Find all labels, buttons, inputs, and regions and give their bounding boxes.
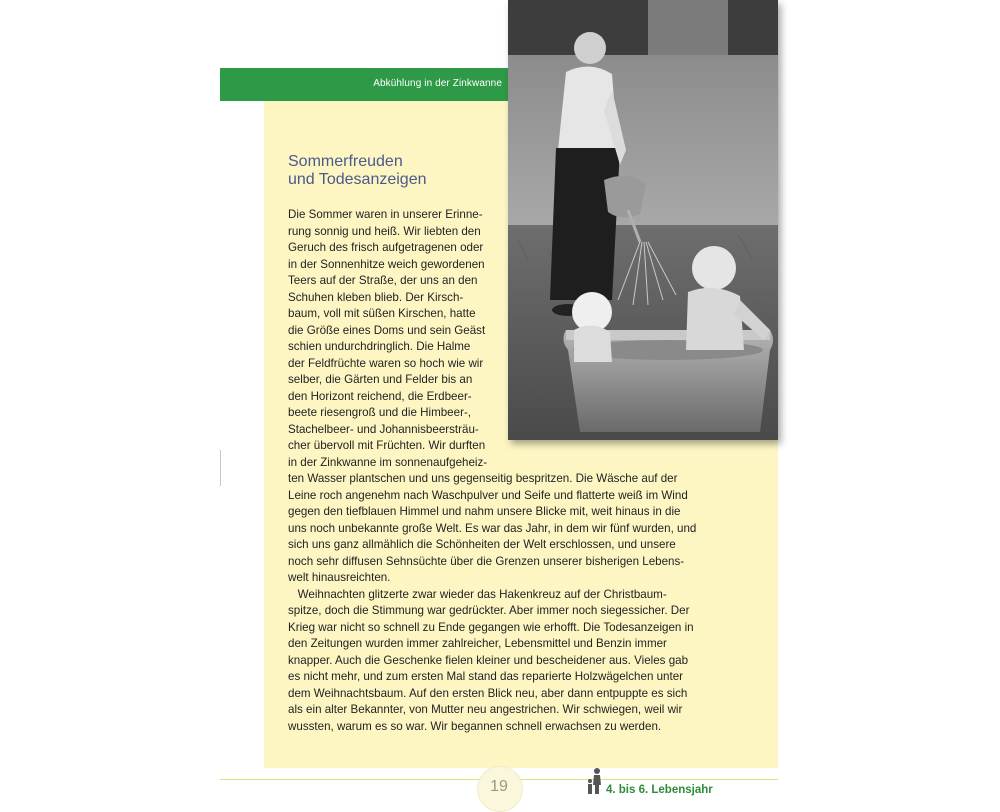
- text-line: gegen den tiefblauen Himmel und nahm unsere Blicke mit, weit hinaus in die: [288, 505, 681, 518]
- section-header-title: Abkühlung in der Zinkwanne: [373, 78, 502, 89]
- text-line: es nicht mehr, und zum ersten Mal stand das reparierte Holzwägelchen unter: [288, 670, 684, 683]
- text-line: beete riesengroß und die Himbeer-,: [288, 406, 472, 419]
- text-line: Schuhen kleben blieb. Der Kirsch-: [288, 290, 464, 304]
- text-line: noch sehr diffusen Sehnsüchte über die Grenzen unserer bisherigen Lebens-: [288, 554, 685, 568]
- chapter-label: 4. bis 6. Lebensjahr: [606, 784, 713, 796]
- text-line: dem Weihnachtsbaum. Auf den ersten Blick neu, aber dann entpuppte es sich: [288, 686, 688, 700]
- article-body-column: [288, 207, 718, 471]
- text-line: die Größe eines Doms und sein Geäst: [288, 323, 486, 337]
- section-header-band: [220, 68, 510, 101]
- article-body-full: [288, 471, 718, 735]
- text-line: cher übervoll mit Früchten. Wir durften: [288, 439, 486, 452]
- text-line: der Feldfrüchte waren so hoch wie wir: [288, 356, 484, 370]
- family-icon: [586, 767, 606, 795]
- text-line: Geruch des frisch aufgetragenen oder: [288, 241, 484, 254]
- text-line: wussten, warum es so war. Wir begannen schnell erwachsen zu werden.: [288, 719, 662, 733]
- text-line: in der Sonnenhitze weich gewordenen: [288, 257, 485, 271]
- text-line: Die Sommer waren in unserer Erinne-: [288, 208, 483, 221]
- article-title: [288, 153, 508, 189]
- text-line: als ein alter Bekannter, von Mutter neu angestrichen. Wir schwiegen, weil wir: [288, 703, 683, 716]
- text-line: spitze, doch die Stimmung war gedrückter. Aber immer noch siegessicher. Der: [288, 604, 690, 617]
- text-line: selber, die Gärten und Felder bis an: [288, 373, 473, 386]
- text-line: den Zeitungen wurden immer zahlreicher, Lebensmittel und Benzin immer: [288, 637, 667, 650]
- text-line: knapper. Auch die Geschenke fielen kleiner und bescheidener aus. Vieles gab: [288, 653, 689, 667]
- title-line: und Todesanzeigen: [288, 171, 427, 188]
- text-line: Krieg war nicht so schnell zu Ende gegangen wie erhofft. Die Todesanzeigen in: [288, 620, 694, 634]
- margin-mark: [220, 450, 221, 486]
- title-line: Sommerfreuden: [288, 153, 403, 170]
- text-line: sich uns ganz allmählich die Schönheiten der Welt erschlossen, und unsere: [288, 538, 676, 551]
- text-line: uns noch unbekannte große Welt. Es war das Jahr, in dem wir fünf wurden, und: [288, 521, 697, 535]
- text-line: den Horizont reichend, die Erdbeer-: [288, 389, 472, 403]
- text-line: Leine roch angenehm nach Waschpulver und Seife und flatterte weiß im Wind: [288, 488, 688, 502]
- text-line: rung sonnig und heiß. Wir liebten den: [288, 224, 481, 238]
- text-line: schien undurchdringlich. Die Halme: [288, 340, 471, 353]
- text-line: ten Wasser plantschen und uns gegenseitig bespritzen. Die Wäsche auf der: [288, 472, 678, 485]
- text-line: Weihnachten glitzerte zwar wieder das Hakenkreuz auf der Christbaum-: [288, 587, 667, 601]
- text-line: baum, voll mit süßen Kirschen, hatte: [288, 307, 476, 320]
- page-number: 19: [490, 778, 508, 795]
- text-line: Stachelbeer- und Johannisbeersträu-: [288, 422, 479, 436]
- text-line: Teers auf der Straße, der uns an den: [288, 274, 478, 287]
- text-line: welt hinausreichten.: [288, 571, 391, 584]
- text-line: in der Zinkwanne im sonnenaufgeheiz-: [288, 455, 488, 469]
